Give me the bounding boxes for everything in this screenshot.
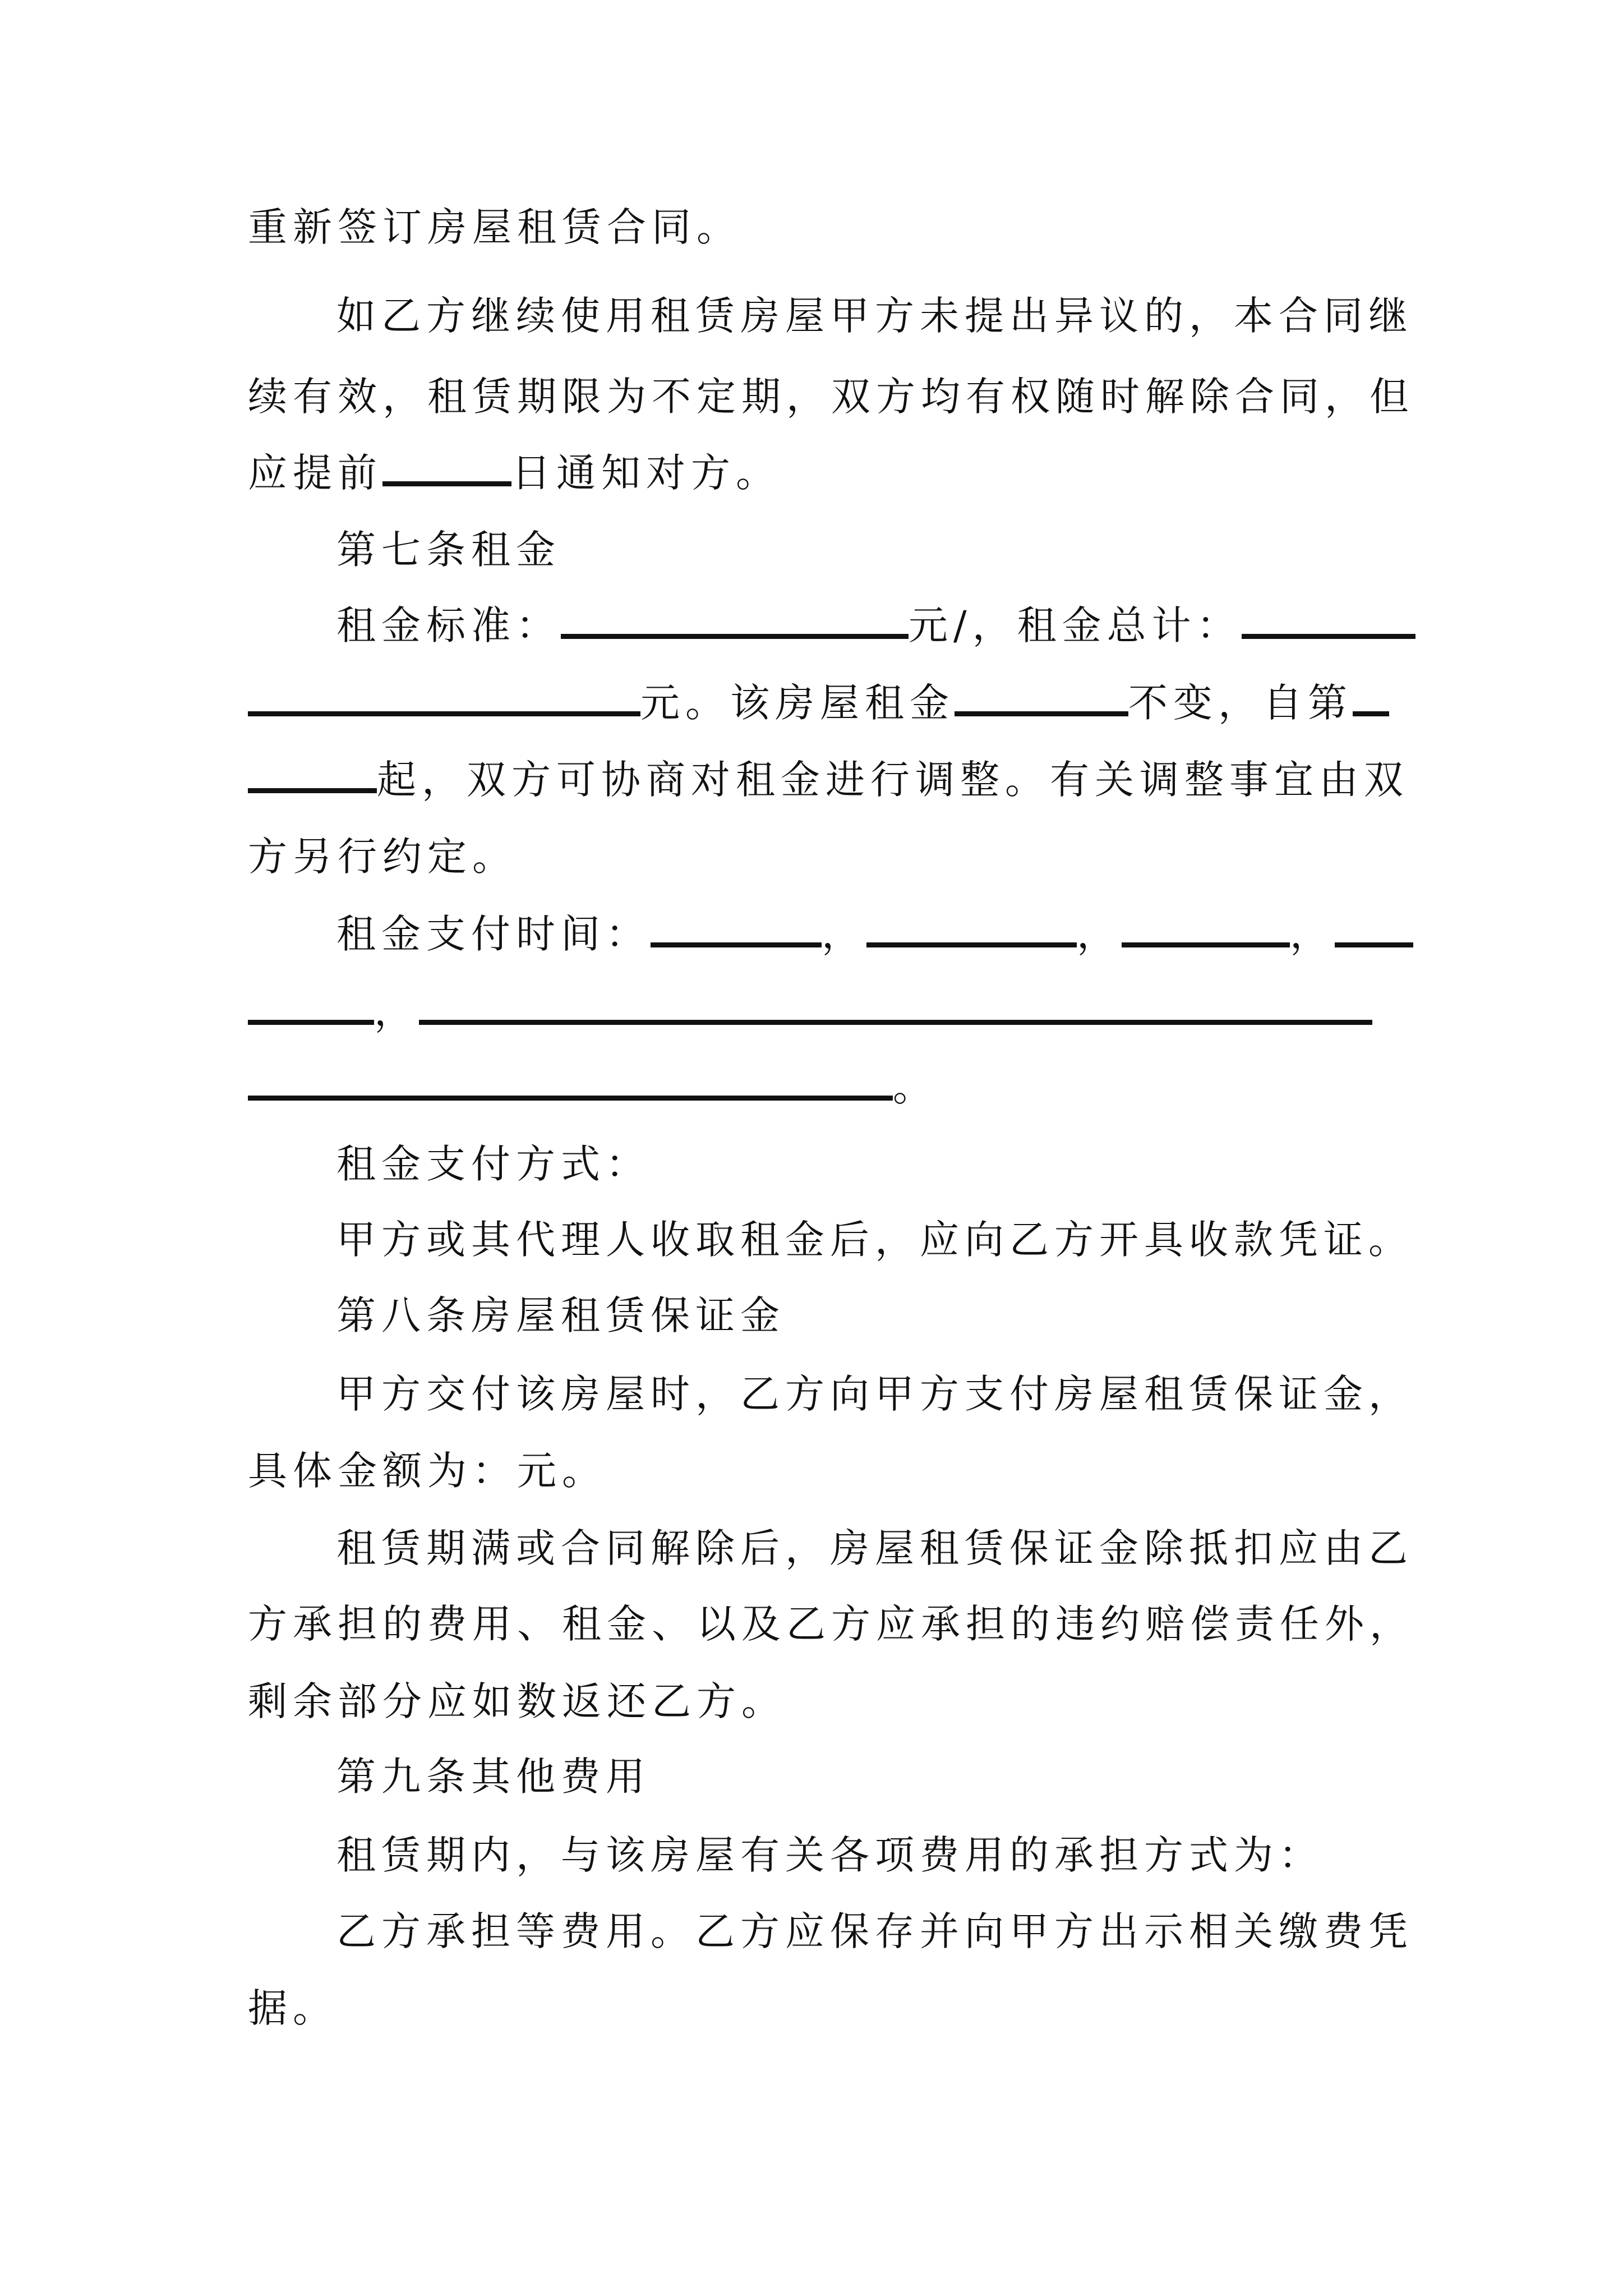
text-segment: 续有效，租赁期限为不定期，双方均有权随时解除合同，但 xyxy=(248,374,1414,420)
text-segment: 如乙方继续使用租赁房屋甲方未提出异议的，本合同继 xyxy=(336,293,1413,339)
fill-in-blank[interactable] xyxy=(651,909,822,947)
text-line xyxy=(248,371,1414,422)
fill-in-blank[interactable] xyxy=(382,448,511,486)
text-segment: 元/，租金总计： xyxy=(909,602,1242,648)
text-segment: 方承担的费用、租金、以及乙方应承担的违约赔偿责任外， xyxy=(248,1601,1414,1647)
text-line xyxy=(336,909,1413,959)
text-segment: 甲方交付该房屋时，乙方向甲方支付房屋租赁保证金， xyxy=(336,1371,1413,1417)
text-line xyxy=(336,1523,1413,1573)
text-line xyxy=(248,754,1409,805)
text-line xyxy=(336,1369,1413,1419)
text-segment: 。 xyxy=(893,1064,938,1110)
fill-in-blank[interactable] xyxy=(1242,600,1415,639)
text-line xyxy=(248,1983,338,2033)
text-segment: ， xyxy=(1077,911,1122,957)
text-line xyxy=(248,678,1389,728)
fill-in-blank[interactable] xyxy=(955,678,1128,716)
text-line xyxy=(248,1446,607,1496)
text-line xyxy=(248,1062,938,1112)
text-segment: 应提前 xyxy=(248,450,382,496)
text-line xyxy=(248,986,1372,1037)
fill-in-blank[interactable] xyxy=(561,600,909,639)
text-segment: 租金支付时间： xyxy=(336,911,651,957)
text-segment: 第八条房屋租赁保证金 xyxy=(336,1292,785,1338)
text-segment: 租赁期内，与该房屋有关各项费用的承担方式为： xyxy=(336,1832,1324,1878)
section-heading xyxy=(336,524,561,575)
text-line xyxy=(248,1599,1414,1649)
text-segment: 据。 xyxy=(248,1985,338,2031)
text-segment: 剩余部分应如数返还乙方。 xyxy=(248,1678,786,1724)
text-line xyxy=(336,1214,1413,1265)
text-segment: 重新签订房屋租赁合同。 xyxy=(248,204,741,250)
fill-in-blank[interactable] xyxy=(419,986,1372,1025)
text-segment: 租金支付方式： xyxy=(336,1141,651,1187)
text-segment: 起，双方可协商对租金进行调整。有关调整事宜由双 xyxy=(377,757,1409,803)
text-segment: 具体金额为：元。 xyxy=(248,1448,607,1494)
text-segment: 不变，自第 xyxy=(1128,680,1353,726)
fill-in-blank[interactable] xyxy=(866,909,1077,947)
text-line xyxy=(336,600,1415,651)
text-segment: 日通知对方。 xyxy=(511,450,781,496)
section-heading xyxy=(336,1751,651,1802)
text-line xyxy=(336,1906,1413,1957)
fill-in-blank[interactable] xyxy=(248,678,640,716)
fill-in-blank[interactable] xyxy=(1335,909,1413,947)
fill-in-blank[interactable] xyxy=(248,754,377,793)
text-segment: ， xyxy=(374,988,419,1034)
text-line xyxy=(336,291,1413,341)
text-segment: 租赁期满或合同解除后，房屋租赁保证金除抵扣应由乙 xyxy=(336,1525,1413,1571)
text-line xyxy=(248,202,741,252)
text-segment: 第九条其他费用 xyxy=(336,1754,651,1800)
fill-in-blank[interactable] xyxy=(1353,678,1389,716)
text-segment: 方另行约定。 xyxy=(248,834,517,880)
text-line xyxy=(336,1830,1324,1880)
text-line xyxy=(248,448,781,498)
text-segment: 甲方或其代理人收取租金后，应向乙方开具收款凭证。 xyxy=(336,1217,1413,1263)
text-line xyxy=(248,1676,786,1727)
fill-in-blank[interactable] xyxy=(248,986,374,1025)
text-segment: 租金标准： xyxy=(336,602,561,648)
text-segment: 第七条租金 xyxy=(336,527,561,573)
text-line xyxy=(248,831,517,882)
text-segment: ， xyxy=(822,911,866,957)
text-line xyxy=(336,1139,651,1189)
text-segment: 元。该房屋租金 xyxy=(640,680,955,726)
text-segment: ， xyxy=(1290,911,1335,957)
fill-in-blank[interactable] xyxy=(248,1062,893,1101)
section-heading xyxy=(336,1290,785,1341)
fill-in-blank[interactable] xyxy=(1122,909,1290,947)
text-segment: 乙方承担等费用。乙方应保存并向甲方出示相关缴费凭 xyxy=(336,1908,1413,1954)
